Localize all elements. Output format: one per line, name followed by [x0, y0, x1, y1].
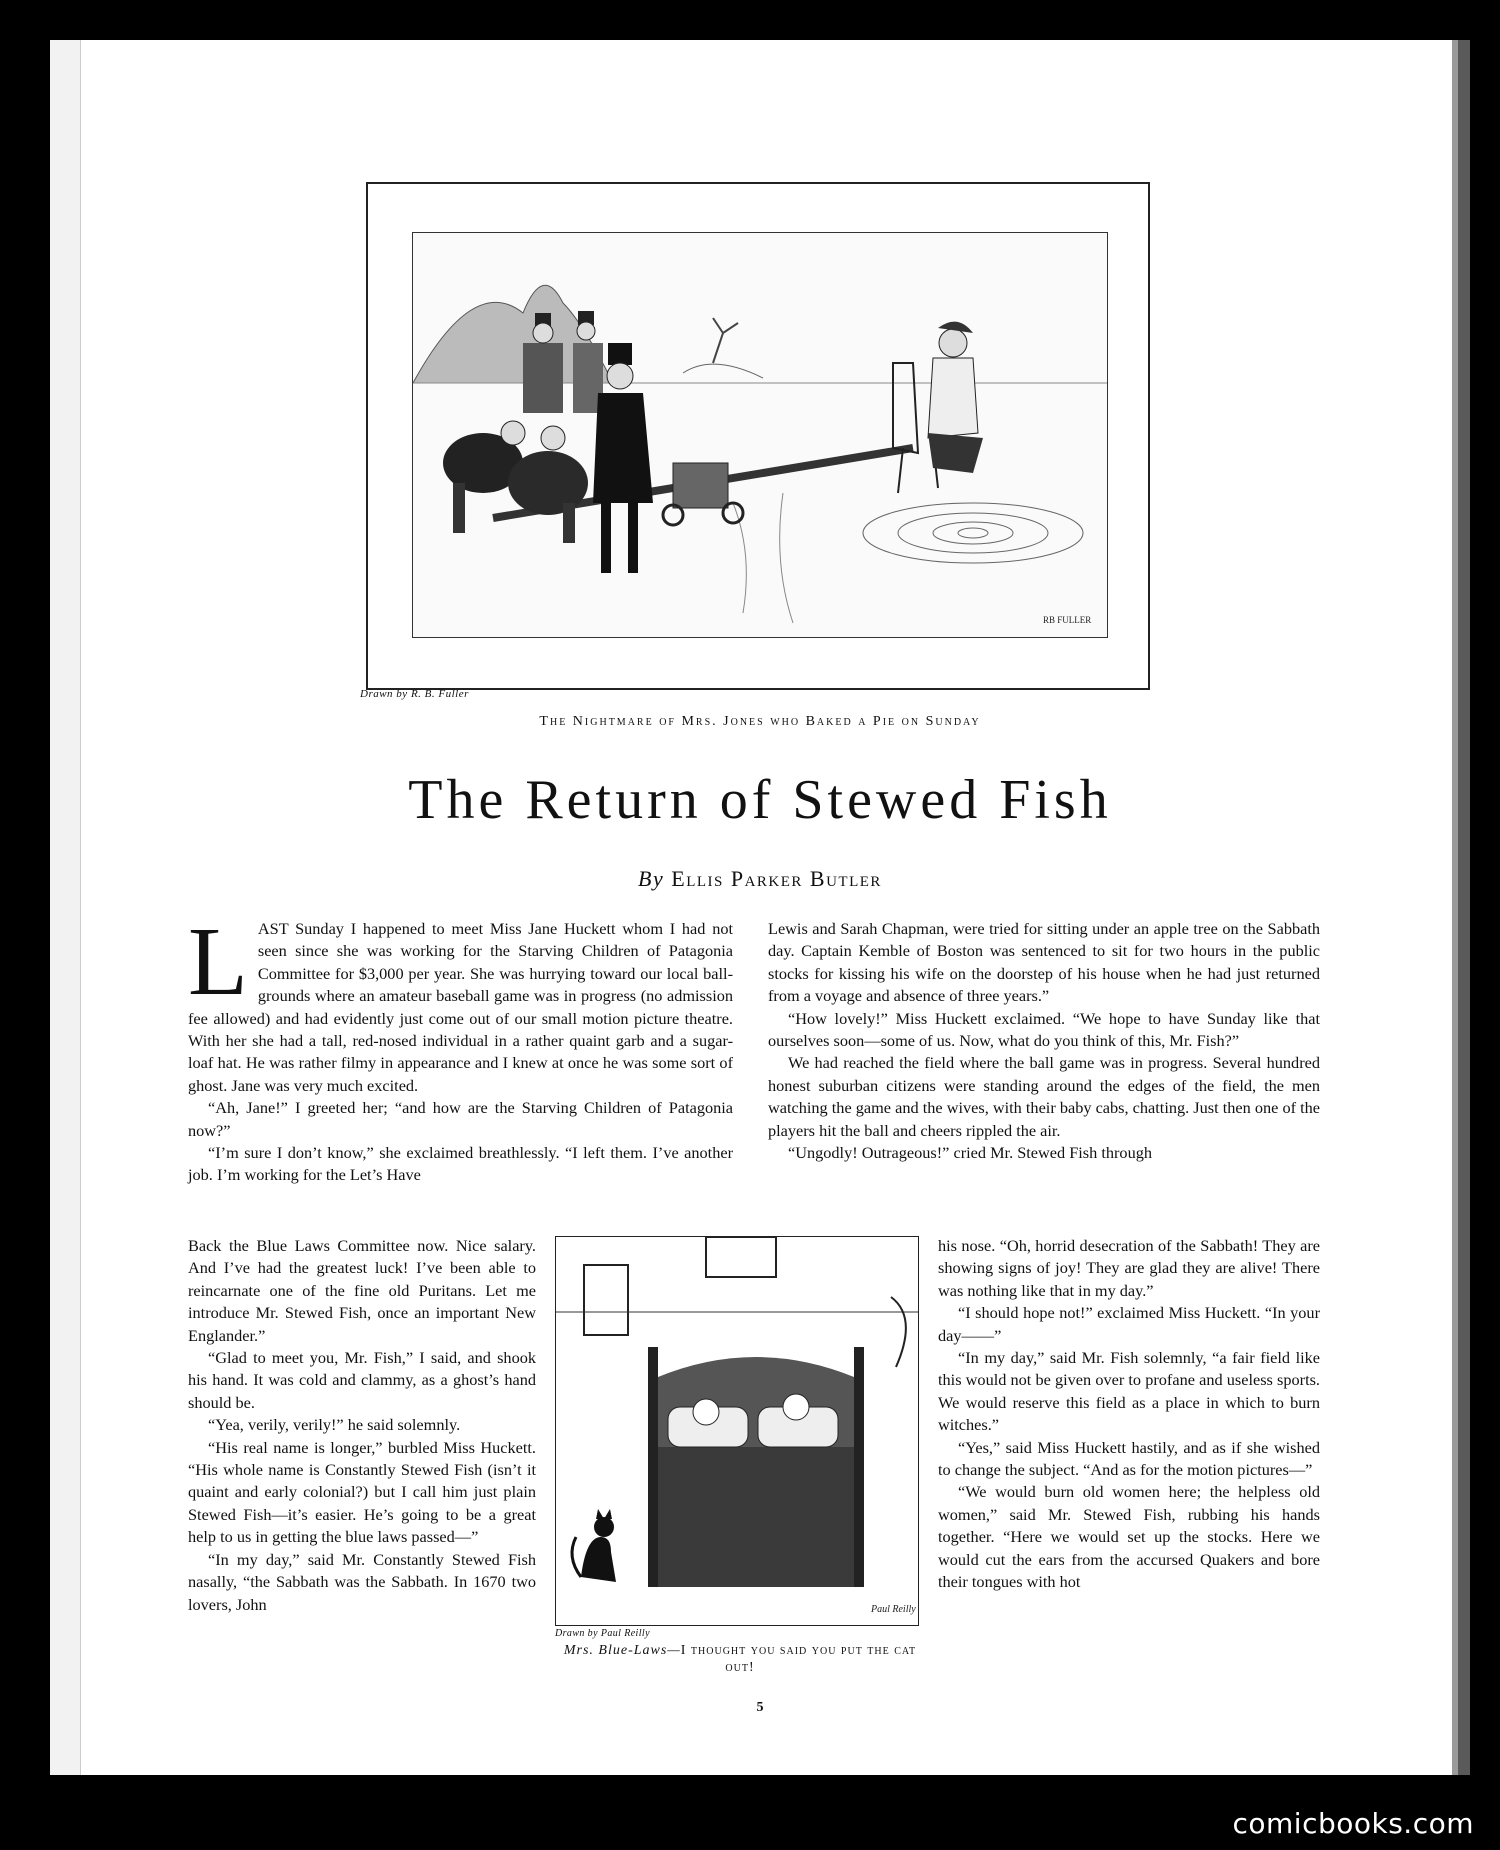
- inset-illustration-credit: Drawn by Paul Reilly: [555, 1628, 650, 1639]
- paragraph: “I’m sure I don’t know,” she exclaimed breathlessly. “I left them. I’ve another job. I’m working for the Let’s Have: [188, 1143, 733, 1185]
- seesaw-cartoon-drawing: [413, 233, 1107, 637]
- inset-illustration: [555, 1236, 919, 1626]
- paragraph: “Yea, verily, verily!” he said solemnly.: [208, 1415, 461, 1435]
- reilly-signature: Paul Reilly: [871, 1604, 916, 1615]
- bedroom-cartoon-drawing: [556, 1237, 918, 1625]
- paragraph: “We would burn old women here; the helpless old women,” said Mr. Stewed Fish, rubbing his hands together. “Here we would set up the stocks. Here we would cut the ears from the accursed Quakers and bore their tongues with hot: [938, 1482, 1320, 1592]
- paragraph: “How lovely!” Miss Huckett exclaimed. “We hope to have Sunday like that ourselves soon—some of us. Now, what do you think of this, Mr. Fish?”: [768, 1008, 1320, 1051]
- column-1-bottom: [188, 1235, 536, 1616]
- caption-quote: I thought you said you put the cat out!: [680, 1643, 917, 1675]
- paragraph: Back the Blue Laws Committee now. Nice salary. And I’ve had the greatest luck! I’ve been able to reincarnate one of the fine old Puritans. Let me introduce Mr. Stewed Fish, once an important New Englander.”: [188, 1236, 536, 1345]
- page-binding: [50, 40, 81, 1775]
- paragraph: “In my day,” said Mr. Fish solemnly, “a fair field like this would not be given over to profane and useless sports. We would reserve this field as a place in which to burn witches.”: [938, 1348, 1320, 1435]
- page-number: 5: [756, 1700, 764, 1715]
- fuller-signature: RB FULLER: [1043, 615, 1092, 625]
- column-2-top: [768, 918, 1320, 1164]
- article-title: The Return of Stewed Fish: [408, 769, 1112, 831]
- paragraph: “Ungodly! Outrageous!” cried Mr. Stewed Fish through: [788, 1143, 1152, 1163]
- paragraph-text: AST Sunday I happened to meet Miss Jane Huckett whom I had not seen since she was working for the Starving Children of Patagonia Committee for $3,000 per year. She was hurrying toward our local ball-grounds where an amateur baseball game was in progress (no admission fee allowed) and had evidently just come out of our small motion picture theatre. With her she had a tall, red-nosed individual in a rather quaint garb and a sugar-loaf hat. He was rather filmy in appearance and I knew at once he was some sort of ghost. Jane was very much excited.: [188, 919, 733, 1095]
- byline-by: By: [638, 866, 665, 891]
- paragraph: “His real name is longer,” burbled Miss Huckett. “His whole name is Constantly Stewed Fish (isn’t it quaint and early colonial?) but I call him just plain Stewed Fish—it’s easier. He’s going to be a great help to us in getting the blue laws passed—”: [188, 1437, 536, 1547]
- site-watermark: comicbooks.com: [1232, 1807, 1474, 1840]
- paragraph: Lewis and Sarah Chapman, were tried for sitting under an apple tree on the Sabbath day. Captain Kemble of Boston was sentenced to sit for two hours in the public stocks for kissing his wife on the doorstep of his house when he had just returned from a voyage and absence of three years.”: [768, 919, 1320, 1006]
- top-illustration: [412, 232, 1108, 638]
- top-illustration-frame: [366, 182, 1150, 690]
- byline-author: Ellis Parker Butler: [671, 866, 882, 891]
- top-illustration-caption: The Nightmare of Mrs. Jones who Baked a Pie on Sunday: [539, 714, 981, 729]
- top-illustration-credit: Drawn by R. B. Fuller: [360, 688, 469, 700]
- paragraph: “In my day,” said Mr. Constantly Stewed Fish nasally, “the Sabbath was the Sabbath. In 1670 two lovers, John: [188, 1549, 536, 1614]
- drop-cap: L: [188, 908, 248, 1016]
- column-1-top: [188, 908, 733, 1187]
- paragraph: “Yes,” said Miss Huckett hastily, and as if she wished to change the subject. “And as for the motion pictures—”: [938, 1437, 1320, 1480]
- paragraph: “Ah, Jane!” I greeted her; “and how are the Starving Children of Patagonia now?”: [188, 1098, 733, 1140]
- article-byline: [50, 866, 1470, 892]
- paragraph: We had reached the field where the ball game was in progress. Several hundred honest suburban citizens were standing around the edges of the field, the men watching the game and the wives, with their baby cabs, chatting. Just then one of the players hit the ball and cheers rippled the air.: [768, 1053, 1320, 1140]
- paragraph: “I should hope not!” exclaimed Miss Huckett. “In your day——”: [938, 1303, 1320, 1345]
- column-2-bottom: [938, 1235, 1320, 1594]
- paragraph: his nose. “Oh, horrid desecration of the Sabbath! They are showing signs of joy! They are glad they are alive! There was nothing like that in my day.”: [938, 1236, 1320, 1300]
- caption-speaker: Mrs. Blue-Laws—: [563, 1643, 681, 1658]
- page-edge-dark: [1458, 40, 1470, 1775]
- inset-illustration-caption: [555, 1642, 925, 1676]
- paragraph: “Glad to meet you, Mr. Fish,” I said, and shook his hand. It was cold and clammy, as a ghost’s hand should be.: [188, 1348, 536, 1412]
- paragraph: [188, 908, 733, 1097]
- magazine-page: [50, 40, 1470, 1775]
